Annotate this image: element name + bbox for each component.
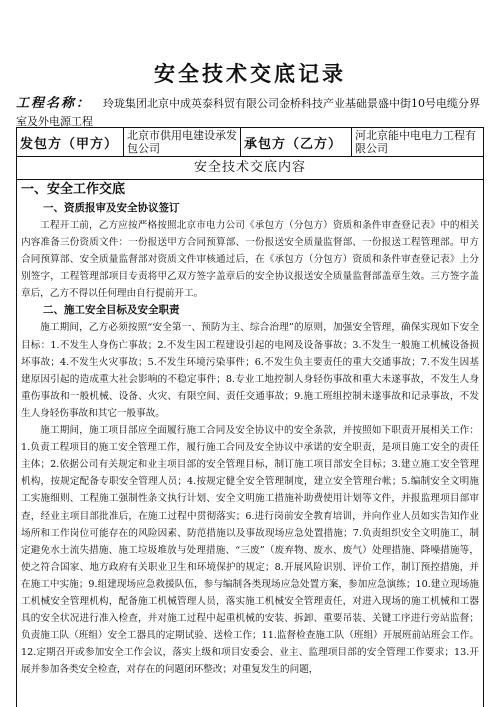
project-name-label: 工程名称： (16, 96, 92, 111)
document-title: 安全技术交底记录 (154, 61, 346, 86)
record-table (16, 127, 484, 707)
project-name-value: 玲珑集团北京中成英泰科贸有限公司金桥科技产业基础景盛中街10号电缆分界室及外电源工程 (16, 97, 481, 128)
paragraph-safety-goals: 施工期间，乙方必须按照“安全第一、预防为主、综合治理”的原则，加强安全管理，确保实现如下安全目标：1.不发生人身伤亡事故；2.不发生因工程建设引起的电网及设备事故；3.不发生一般施工机械设备损坏事故；4.不发生火灾事故；5.不发生环境污染事件；6.不发生负主要责任的重大交通事故；7.不发生因基建原因引起的造成重大社会影响的不稳定事件；8.专业工地控制人身轻伤事故和重大未遂事故，不发生人身重伤事故和一般机械、设备、火灾、有限空间、责任交通事故；9.施工班组控制未遂事故和记录事故，不发生人身轻伤事故和其它一般事故。 (21, 322, 479, 419)
paragraph-qualification: 工程开工前，乙方应按严格按照北京市电力公司《承包方（分包方）资质和条件审查登记表》中的相关内容准备三份资质文件：一份报送甲方合同预算部、一份报送安全质量监督部、一份报送工程管理部。甲方合同预算部、安全质量监督部对资质文件审核通过后，在《承包方（分包方）资质和条件审查登记表》上分别签字，工程管理部项目专责将甲乙双方签字盖章后的安全协议报送安全质量监督部盖章生效。三方签字盖章后，乙方不得以任何理由自行提前开工。 (21, 220, 479, 300)
content-area (17, 180, 483, 678)
paragraph-safety-duties: 施工期间，施工项目部应全面履行施工合同及安全协议中的安全条款，并按照如下职责开展相关工作：1.负责工程项目的施工安全管理工作，履行施工合同及安全协议中承诺的安全职责，是项目施工安全的责任主体；2.依据公司有关规定和业主项目部的安全管理目标，制订施工项目部安全目标；3.建立施工安全管理机构，按规定配备专职安全管理人员；4.按规定健全安全管理制度，建立安全管理台帐；5.编制安全文明施工实施细则、工程施工强制性条文执行计划、安全文明施工措施补助费使用计划等文件，并报监理项目部审查，经业主项目部批准后，在施工过程中贯彻落实；6.进行岗前安全教育培训，并向作业人员如实告知作业场所和工作岗位可能存在的风险因素、防范措施以及事故现场应急处置措施；7.负责组织安全文明施工，制定避免水土流失措施、施工垃圾堆放与处理措施、“三废”（废弃物、废水、废气）处理措施、降噪措施等，使之符合国家、地方政府有关职业卫生和环境保护的规定；8.开展风险识别、评价工作，制订预控措施，并在施工中实施；9.组建现场应急救援队伍，参与编制各类现场应急处置方案，参加应急演练；10.建立现场施工机械安全管理机构，配备施工机械管理人员，落实施工机械安全管理责任，对进入现场的施工机械和工器具的安全状况进行准入检查，并对施工过程中起重机械的安装、拆卸、重要吊装、关键工序进行旁站监督；负责施工队（班组）安全工器具的定期试验、送检工作；11.监督检查施工队（班组）开展班前站班会工作。12.定期召开或参加安全工作会议，落实上级和项目安委会、业主、监理项目部的安全管理工作要求；13.开展并参加各类安全检查，对存在的问题闭环整改；对重复发生的问题， (21, 425, 479, 676)
parties-row (17, 128, 483, 157)
issuer-label: 发包方（甲方） (17, 128, 124, 156)
section-title: 安全技术交底内容 (17, 157, 483, 180)
contractor-label: 承包方（乙方） (241, 128, 352, 156)
subheading-qualification: 一、资质报审及安全协议签订 (43, 202, 180, 214)
project-name-line (16, 95, 486, 131)
heading-safety-disclosure: 一、安全工作交底 (21, 182, 126, 197)
subheading-safety-goals: 二、施工安全目标及安全职责 (43, 304, 180, 317)
issuer-value: 北京市供用电建设承发包公司 (124, 128, 241, 156)
contractor-value: 河北京能中电电力工程有限公司 (355, 129, 476, 155)
